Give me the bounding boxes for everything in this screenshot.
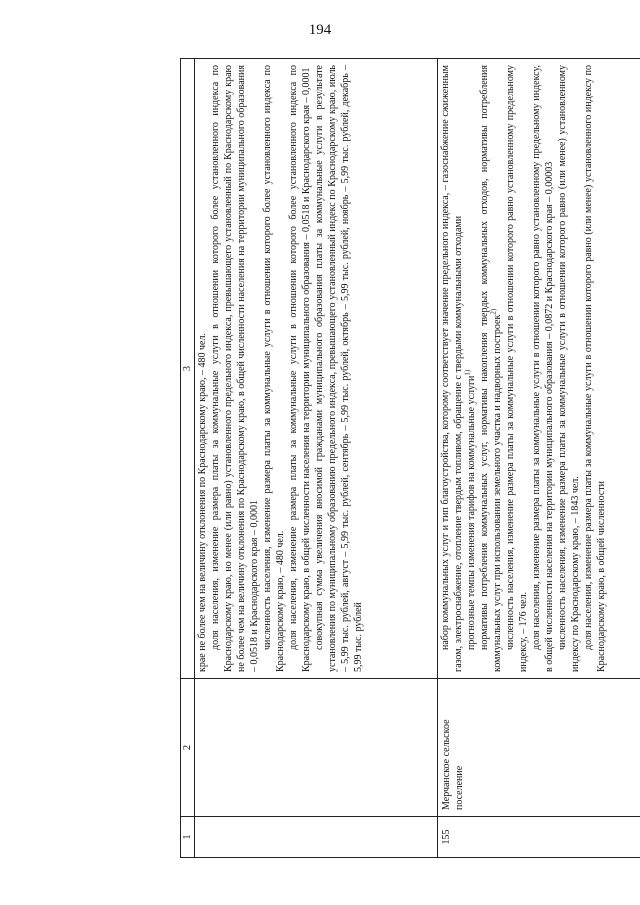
header-col-3: 3 [182, 366, 193, 371]
row-number: 155 [441, 829, 452, 845]
settlement-name: Мерчанское сельское поселение [441, 719, 465, 810]
column-divider [181, 816, 640, 817]
table-text-line: численность населения, изменение размера платы за коммунальные услуги в отношении которого более установленного индекса по Краснодарскому краю, – 480 чел. [262, 65, 286, 672]
table-text-fragment: прогнозные темпы изменения тарифов на коммунальные услуги [466, 375, 477, 650]
row-number-cell [439, 817, 453, 857]
table-text-line: крае не более чем на величину отклонения по Краснодарскому краю, – 480 чел. [197, 333, 208, 672]
table-text-line: доля населения, изменение размера платы за коммунальные услуги в отношении которого равно установленному предельному индексу, в общей численности населения на территории муниципального образования – 0,0872 и Краснодарского края – 0,00003 [531, 65, 555, 672]
column-divider [181, 678, 640, 679]
table-row-155-content [438, 59, 640, 678]
table-text-line: численность населения, изменение размера платы за коммунальные услуги в отношении которого равно установленному предельному индексу, – 176 чел. [505, 65, 529, 672]
header-col-1: 1 [182, 834, 193, 840]
table-row-previous-content [195, 59, 437, 678]
table-text-line: численность населения, изменение размера платы за коммунальные услуги в отношении которого равно (или менее) установленному индексу по Краснодарскому краю, – 1843 чел. [557, 65, 581, 672]
footnote-ref: 1) [463, 369, 472, 376]
table-text-line: доля населения, изменение размера платы за коммунальные услуги в отношении которого более установленного индекса по Краснодарскому краю, в общей численности населения на территории муниципального образования – 0,0518 и Краснодарского края – 0,0001 [288, 65, 312, 672]
table-text-line [478, 65, 504, 672]
table-text-line: доля населения, изменение размера платы за коммунальные услуги в отношении которого равно (или менее) установленного индексу по Краснодарскому краю, в общей численности [583, 65, 607, 672]
table-text-fragment: нормативы потребления коммунальных услуг, нормативы накопления твердых коммунальных отходов, нормативы потребления коммунальных услуг при использовании земельного участка и надворных построек [479, 65, 503, 672]
table-text-line [465, 65, 478, 672]
settlement-name-cell [439, 679, 466, 816]
table-text-line: доля населения, изменение размера платы за коммунальные услуги в отношении которого более установленного индекса по Краснодарскому краю, но менее (или равно) установленного предельного индекса, превышающего установленный по Краснодарскому краю не более чем на величину отклонения по Краснодарскому краю, в общей численности населения на территории муниципального образования – 0,0518 и Краснодарского края – 0,0001 [210, 65, 260, 672]
header-col-2: 2 [182, 745, 193, 750]
table-header-row [181, 59, 195, 857]
page-number: 194 [308, 22, 332, 38]
rotated-table [180, 58, 640, 858]
footnote-ref: 2) [489, 308, 498, 315]
table-text-line: набор коммунальных услуг и тип благоустройства, которому соответствует значение предельного индекса, – газоснабжение сжиженным газом, электроснабжение, отопление твердым топливом, обращение с твердыми коммунальными отходами [440, 65, 464, 672]
table-text-line: совокупная сумма увеличения вносимой гражданами муниципального образования платы за коммунальные услуги в результате установления по муниципальному образованию предельного индекса, превышающего установленный индекс по Краснодарскому краю, июль – 5,99 тыс. рублей, август – 5,99 тыс. рублей, сентябрь – 5,99 тыс. рублей, октябрь – 5,99 тыс. рублей, ноябрь – 5,99 тыс. рублей, декабрь – 5,99 тыс. рублей [314, 65, 364, 672]
